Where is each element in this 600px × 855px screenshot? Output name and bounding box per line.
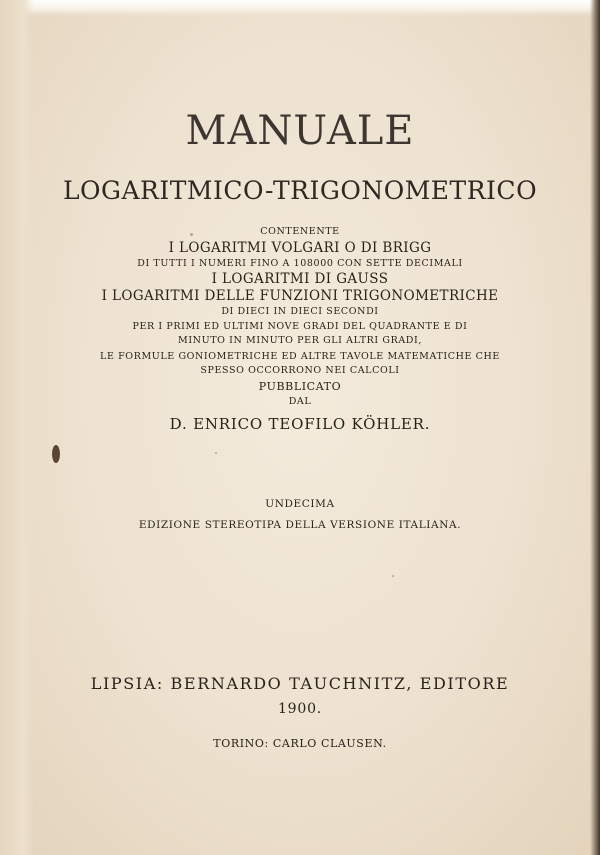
book-subtitle: LOGARITMICO-TRIGONOMETRICO (62, 176, 538, 205)
contents-line-3: I LOGARITMI DI GAUSS (211, 271, 389, 287)
contents-line-9: SPESSO OCCORRONO NEI CALCOLI (200, 365, 400, 376)
edition-number: UNDECIMA (265, 498, 335, 510)
contents-line-8: LE FORMULE GONIOMETRICHE ED ALTRE TAVOLE MATEMATICHE CHE (100, 351, 500, 362)
edition-description: EDIZIONE STEREOTIPA DELLA VERSIONE ITALIANA. (138, 519, 462, 531)
by-label: DAL (288, 396, 312, 407)
publisher-imprint: LIPSIA: BERNARDO TAUCHNITZ, EDITORE (90, 674, 510, 693)
contents-line-7: MINUTO IN MINUTO PER GLI ALTRI GRADI, (178, 335, 422, 346)
paper-speck (392, 575, 394, 577)
publication-year: 1900. (277, 701, 323, 717)
contents-line-2: DI TUTTI I NUMERI FINO A 108000 CON SETTE DECIMALI (137, 258, 463, 269)
contents-line-5: DI DIECI IN DIECI SECONDI (221, 306, 379, 317)
paper-speck (215, 452, 217, 454)
contents-line-1: I LOGARITMI VOLGARI O DI BRIGG (168, 240, 432, 256)
contents-line-4: I LOGARITMI DELLE FUNZIONI TRIGONOMETRICHE (101, 288, 499, 304)
author-name: D. ENRICO TEOFILO KÖHLER. (169, 415, 431, 433)
contents-intro: CONTENENTE (260, 226, 340, 237)
published-label: PUBBLICATO (258, 380, 342, 393)
distributor-imprint: TORINO: CARLO CLAUSEN. (213, 737, 387, 750)
book-title: MANUALE (185, 108, 415, 154)
page-top-edge (0, 0, 600, 16)
ink-stain (52, 445, 60, 463)
contents-line-6: PER I PRIMI ED ULTIMI NOVE GRADI DEL QUADRANTE E DI (132, 321, 468, 332)
